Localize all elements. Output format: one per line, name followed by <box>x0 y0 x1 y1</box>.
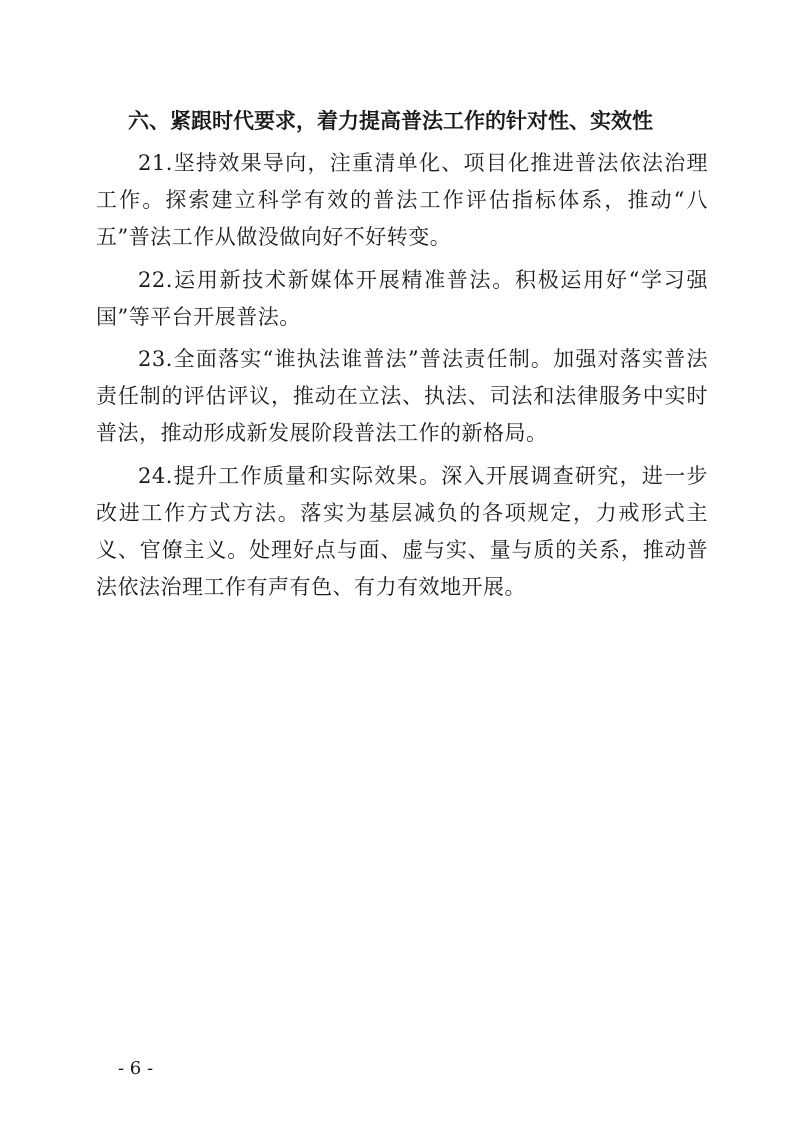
paragraph-21: 21.坚持效果导向，注重清单化、项目化推进普法依法治理工作。探索建立科学有效的普法工作评估指标体系，推动“八五”普法工作从做没做向好不好转变。 <box>96 151 708 249</box>
paragraph-24: 24.提升工作质量和实际效果。深入开展调查研究，进一步改进工作方式方法。落实为基层减负的各项规定，力戒形式主义、官僚主义。处理好点与面、虚与实、量与质的关系，推动普法依法治理工作有声有色、有力有效地开展。 <box>96 464 708 599</box>
paragraph-22: 22.运用新技术新媒体开展精准普法。积极运用好“学习强国”等平台开展普法。 <box>96 268 708 329</box>
page-number: - 6 - <box>118 1058 154 1079</box>
section-heading: 六、紧跟时代要求，着力提高普法工作的针对性、实效性 <box>128 109 653 133</box>
paragraph-23: 23.全面落实“谁执法谁普法”普法责任制。加强对落实普法责任制的评估评议，推动在立法、执法、司法和法律服务中实时普法，推动形成新发展阶段普法工作的新格局。 <box>96 347 708 445</box>
